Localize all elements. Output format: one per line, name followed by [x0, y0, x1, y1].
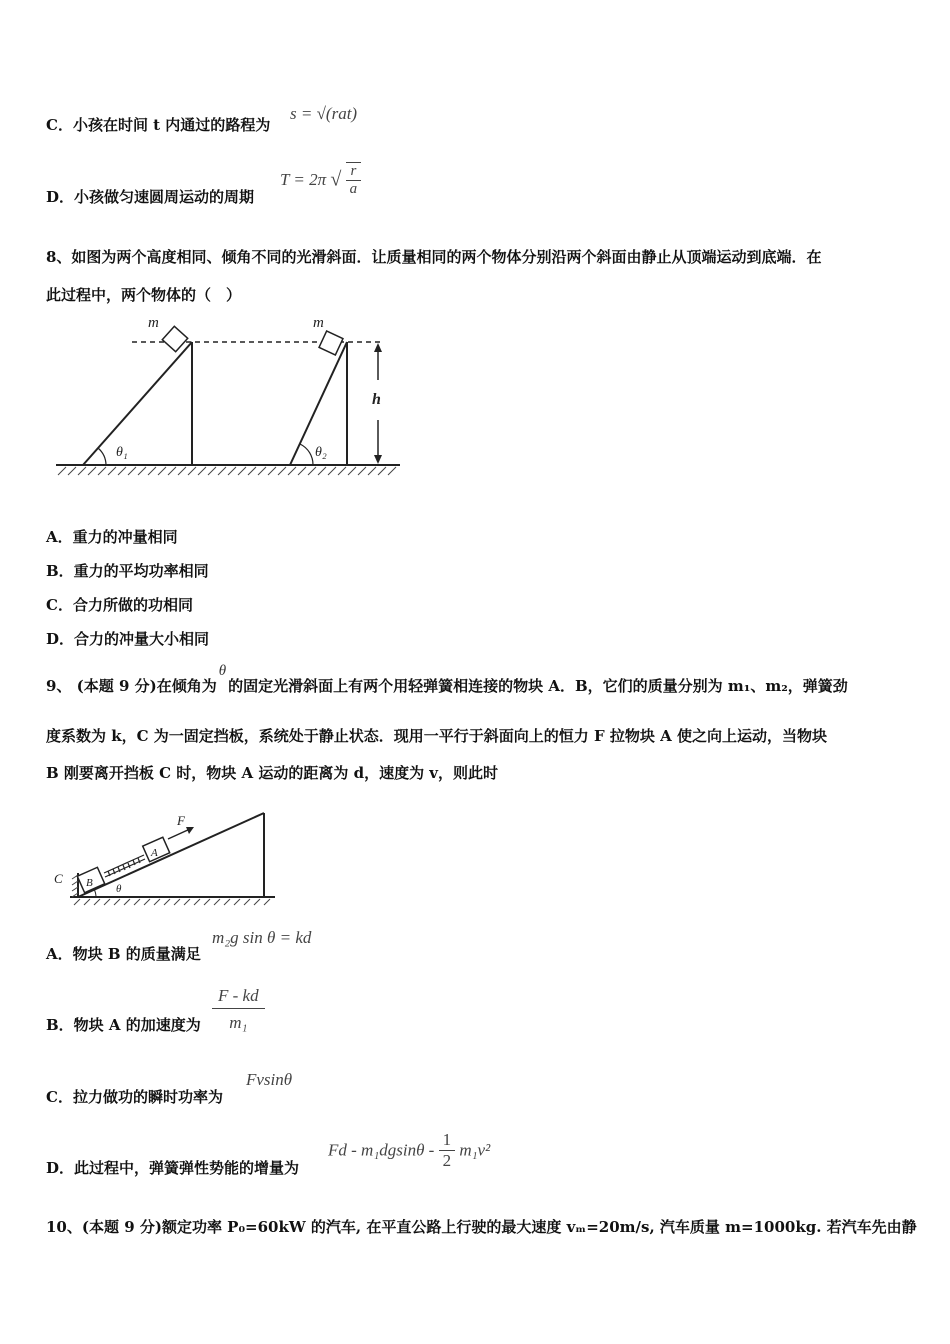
q9-option-d-den: 2 — [442, 1151, 452, 1170]
q8-mass-label-2: m — [313, 315, 324, 331]
q10-stem-line1: 10、(本题 9 分)额定功率 P₀=60kW 的汽车, 在平直公路上行驶的最大速度 vₘ=20m/s, 汽车质量 m=1000kg. 若汽车先由静 — [46, 1218, 917, 1236]
q8-option-d: D．合力的冲量大小相同 — [46, 630, 210, 648]
q7-option-d-formula-prefix: T = 2π — [280, 170, 327, 189]
q9-option-b — [46, 1014, 201, 1035]
q8-option-b: B．重力的平均功率相同 — [46, 562, 209, 580]
q9-stem-line1-b: 的固定光滑斜面上有两个用轻弹簧相连接的物块 A．B，它们的质量分别为 m₁、m₂，弹簧劲 — [228, 677, 848, 695]
q8-inclines-figure — [50, 310, 410, 485]
q7-option-d — [46, 186, 254, 207]
q8-angle-1: θ₁ — [116, 445, 128, 460]
q9-option-b-den: m₁ — [229, 1013, 248, 1032]
q8-mass-label-1: m — [148, 315, 159, 331]
q9-option-d-label: D．此过程中，弹簧弹性势能的增量为 — [46, 1159, 300, 1177]
q7-option-c-label: C．小孩在时间 t 内通过的路程为 — [46, 116, 271, 134]
q9-option-c-label: C．拉力做功的瞬时功率为 — [46, 1088, 223, 1106]
q9-option-d-formula — [328, 1130, 490, 1171]
q9-option-b-num: F - kd — [212, 986, 265, 1009]
q8-height-label: h — [372, 391, 381, 408]
q9-option-a-label: A．物块 B 的质量满足 — [46, 945, 201, 963]
q9-option-c-formula: Fvsinθ — [246, 1070, 293, 1089]
q8-option-a: A．重力的冲量相同 — [46, 528, 178, 546]
q9-option-d-num: 1 — [439, 1130, 456, 1151]
q9-label-b: B — [86, 877, 93, 889]
q7-option-d-frac-num: r — [346, 163, 362, 181]
q9-option-b-formula — [212, 986, 265, 1033]
q9-incline-spring-figure — [50, 805, 280, 910]
q8-angle-2: θ₂ — [315, 445, 327, 460]
q9-stem-line1 — [46, 663, 848, 696]
q9-stem-line3: B 刚要离开挡板 C 时，物块 A 运动的距离为 d，速度为 v，则此时 — [46, 764, 499, 782]
q9-label-theta: θ — [116, 883, 122, 895]
q9-option-a-formula: m₂g sin θ = kd — [212, 928, 312, 947]
q9-theta: θ — [218, 663, 227, 679]
q9-option-b-label: B．物块 A 的加速度为 — [46, 1016, 201, 1034]
q9-option-d-formula-b: m₁v² — [459, 1140, 491, 1160]
q9-stem-line2: 度系数为 k，C 为一固定挡板，系统处于静止状态．现用一平行于斜面向上的恒力 F 拉物块 A 使之向上运动，当物块 — [46, 727, 827, 745]
q9-option-d — [46, 1157, 299, 1178]
q8-stem-line2: 此过程中，两个物体的（ ） — [46, 286, 242, 304]
q9-option-d-formula-a: Fd - m₁dgsinθ - — [328, 1140, 435, 1160]
q9-label-c: C — [54, 871, 63, 886]
q7-option-d-label: D．小孩做匀速圆周运动的周期 — [46, 188, 255, 206]
q7-option-c — [46, 114, 270, 135]
q9-label-a: A — [151, 847, 158, 859]
q9-option-a — [46, 943, 201, 964]
q9-stem-line1-a: 9、 (本题 9 分)在倾角为 — [46, 677, 217, 695]
q8-stem-line1: 8、如图为两个高度相同、倾角不同的光滑斜面．让质量相同的两个物体分别沿两个斜面由静止从顶端运动到底端．在 — [46, 248, 822, 266]
q9-label-f: F — [177, 813, 185, 828]
q7-option-d-frac-den: a — [349, 181, 358, 197]
q8-option-c: C．合力所做的功相同 — [46, 596, 193, 614]
q7-option-d-formula: T = 2π √ $\frac{r}{a}$ — [280, 162, 361, 198]
q7-option-c-formula: s = √(rat) — [290, 104, 358, 123]
q9-option-c — [46, 1086, 223, 1107]
